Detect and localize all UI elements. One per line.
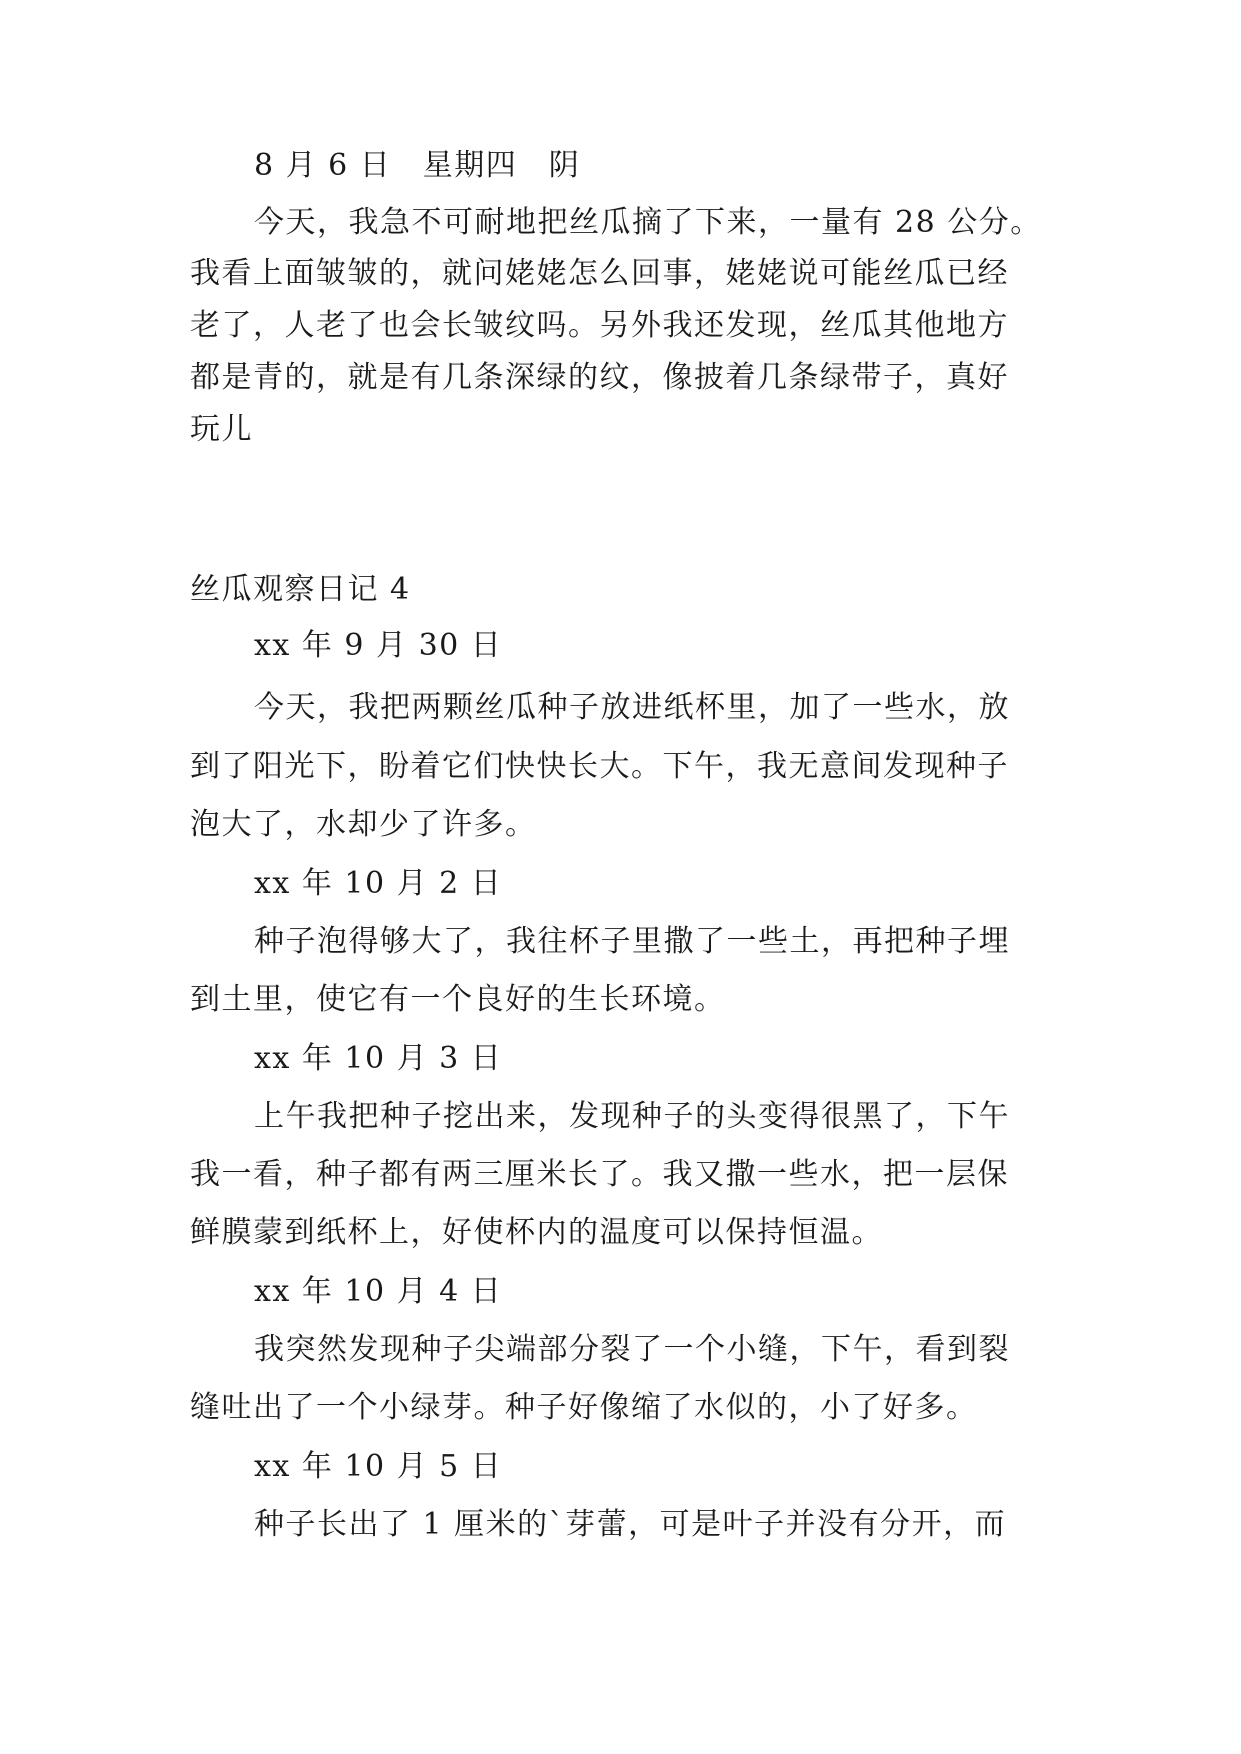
- entry-date: xx 年 10 月 2 日: [254, 866, 503, 901]
- entry-date: xx 年 10 月 5 日: [254, 1449, 503, 1484]
- entry-date: 8 月 6 日 星期四 阴: [254, 148, 581, 183]
- paragraph-line: 到土里，使它有一个良好的生长环境。: [190, 982, 726, 1017]
- paragraph-line: 玩儿: [190, 412, 253, 447]
- paragraph-line: 泡大了，水却少了许多。: [190, 807, 537, 842]
- paragraph-line: 种子长出了 1 厘米的`芽蕾，可是叶子并没有分开，而: [254, 1507, 1007, 1542]
- paragraph-line: 我突然发现种子尖端部分裂了一个小缝，下午，看到裂: [254, 1332, 1010, 1367]
- paragraph-line: 都是青的，就是有几条深绿的纹，像披着几条绿带子，真好: [190, 360, 1009, 395]
- paragraph-line: 鲜膜蒙到纸杯上，好使杯内的温度可以保持恒温。: [190, 1215, 883, 1250]
- paragraph-line: 上午我把种子挖出来，发现种子的头变得很黑了，下午: [254, 1099, 1010, 1134]
- entry-date: xx 年 10 月 4 日: [254, 1274, 503, 1309]
- paragraph-line: 今天，我把两颗丝瓜种子放进纸杯里，加了一些水，放: [254, 690, 1010, 725]
- section-title: 丝瓜观察日记 4: [190, 572, 411, 607]
- entry-date: xx 年 9 月 30 日: [254, 628, 503, 663]
- paragraph-line: 种子泡得够大了，我往杯子里撒了一些土，再把种子埋: [254, 924, 1010, 959]
- paragraph-line: 我一看，种子都有两三厘米长了。我又撒一些水，把一层保: [190, 1157, 1009, 1192]
- entry-date: xx 年 10 月 3 日: [254, 1041, 503, 1076]
- paragraph-line: 缝吐出了一个小绿芽。种子好像缩了水似的，小了好多。: [190, 1390, 978, 1425]
- paragraph-line: 老了，人老了也会长皱纹吗。另外我还发现，丝瓜其他地方: [190, 308, 1009, 343]
- paragraph-line: 今天，我急不可耐地把丝瓜摘了下来，一量有 28 公分。: [254, 205, 1042, 240]
- paragraph-line: 到了阳光下，盼着它们快快长大。下午，我无意间发现种子: [190, 749, 1009, 784]
- paragraph-line: 我看上面皱皱的，就问姥姥怎么回事，姥姥说可能丝瓜已经: [190, 256, 1009, 291]
